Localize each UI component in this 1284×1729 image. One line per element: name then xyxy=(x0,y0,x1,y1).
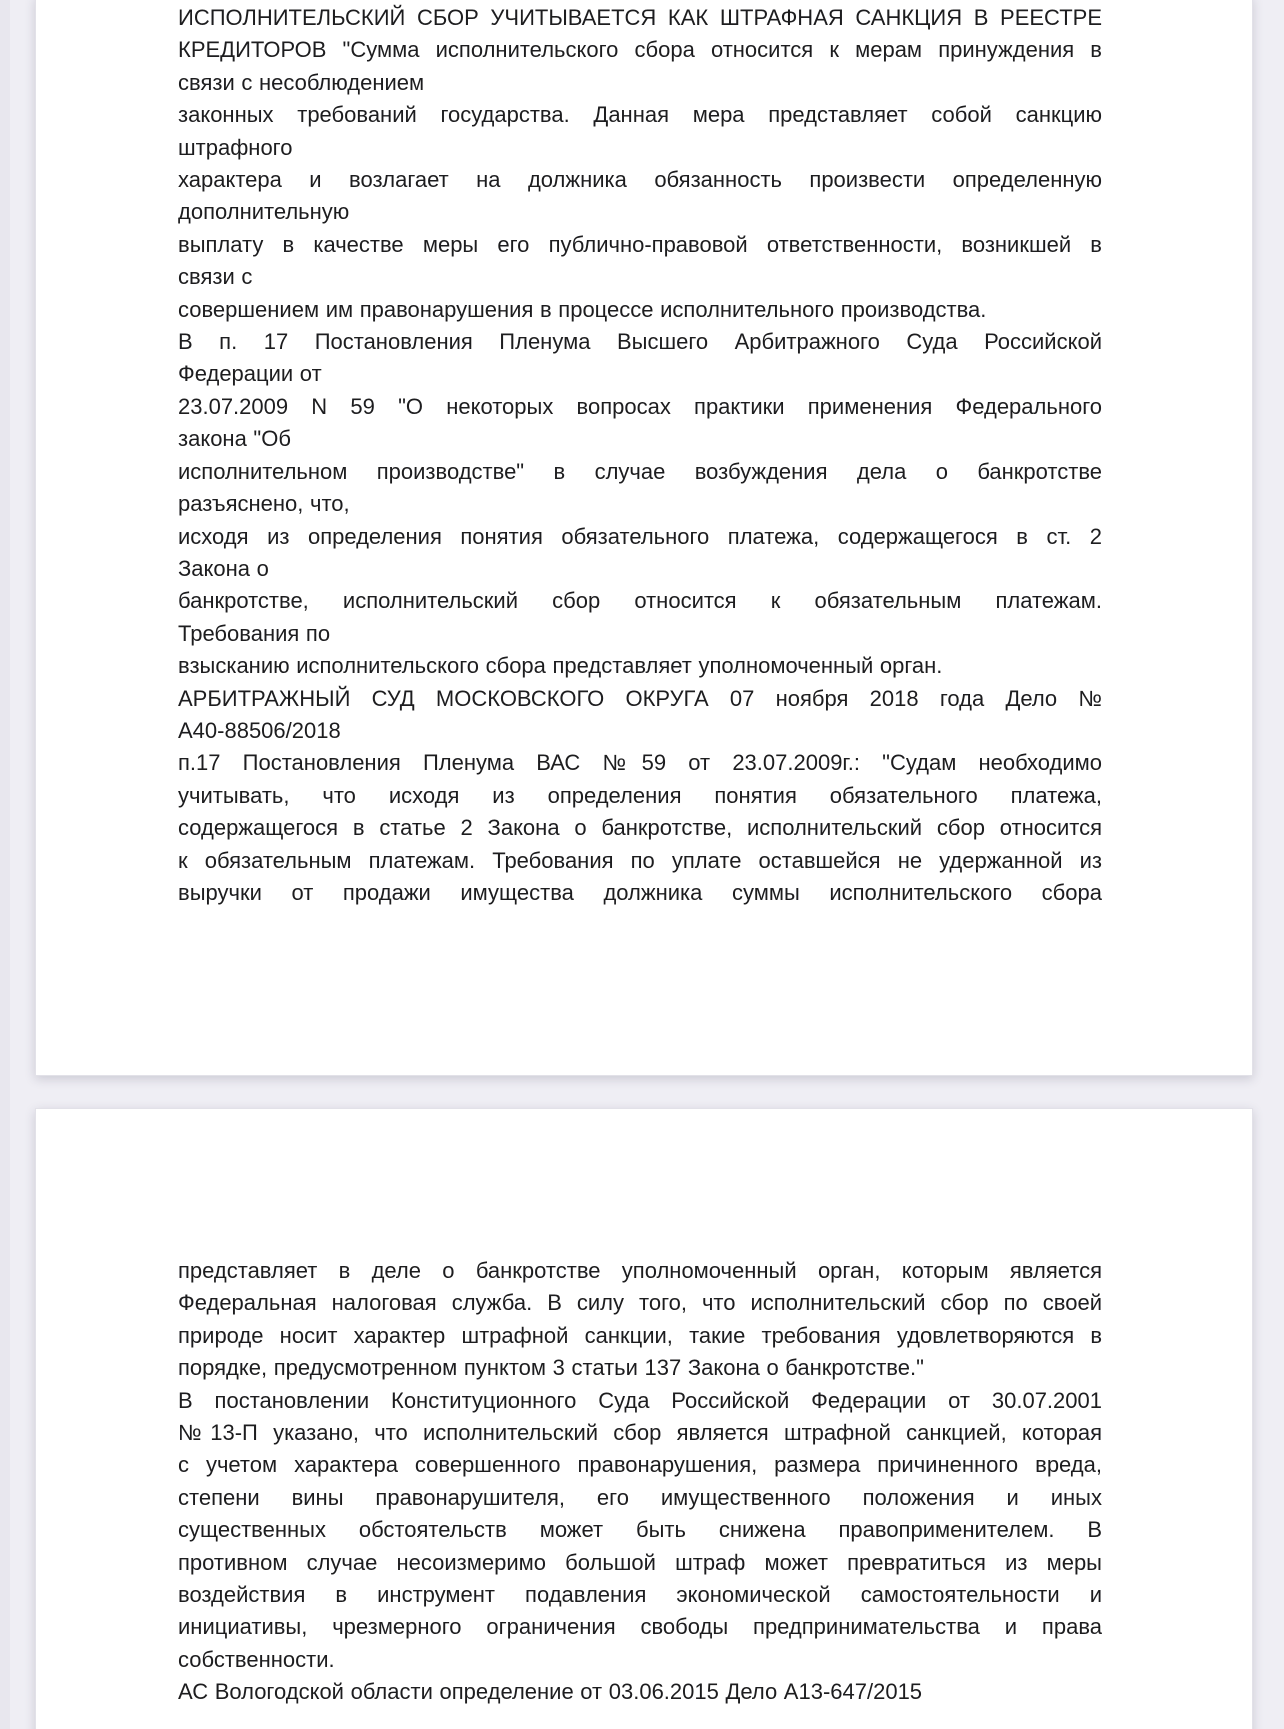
text-line: порядке, предусмотренном пунктом 3 статьи 137 Закона о банкротстве." xyxy=(178,1355,924,1381)
text-line: содержащегося в статье 2 Закона о банкротстве, исполнительский сбор относится xyxy=(178,815,1102,841)
text-line: п.17 Постановления Пленума ВАС №59 от 23.07.2009г.: "Судам необходимо xyxy=(178,750,1102,776)
text-line: взысканию исполнительского сбора представляет уполномоченный орган. xyxy=(178,653,943,679)
text-line: штрафного xyxy=(178,134,293,160)
text-line: Федеральная налоговая служба. В силу того, что исполнительский сбор по своей xyxy=(178,1290,1102,1316)
text-line: связи с xyxy=(178,264,253,290)
text-line: 23.07.2009 N 59 "О некоторых вопросах практики применения Федерального xyxy=(178,393,1102,419)
text-line: №13-П указано, что исполнительский сбор является штрафной санкцией, которая xyxy=(178,1420,1102,1446)
text-line: воздействия в инструмент подавления экономической самостоятельности и xyxy=(178,1582,1102,1608)
page-text xyxy=(178,2,1102,909)
text-line: В п. 17 Постановления Пленума Высшего Арбитражного Суда Российской xyxy=(178,329,1102,355)
text-line: закона "Об xyxy=(178,426,291,452)
text-line: В постановлении Конституционного Суда Российской Федерации от 30.07.2001 xyxy=(178,1387,1102,1413)
text-line: АС Вологодской области определение от 03.06.2015 Дело А13-647/2015 xyxy=(178,1679,923,1705)
text-line: Федерации от xyxy=(178,361,322,387)
page-text xyxy=(178,1255,1102,1709)
text-line: разъяснено, что, xyxy=(178,491,350,517)
text-line: выручки от продажи имущества должника суммы исполнительского сбора xyxy=(178,879,1102,905)
text-line: существенных обстоятельств может быть снижена правоприменителем. В xyxy=(178,1517,1102,1543)
text-line: дополнительную xyxy=(178,199,350,225)
text-line: природе носит характер штрафной санкции, такие требования удовлетворяются в xyxy=(178,1322,1102,1348)
document-page-2 xyxy=(35,1108,1253,1729)
text-line: к обязательным платежам. Требования по уплате оставшейся не удержанной из xyxy=(178,847,1102,873)
text-line: представляет в деле о банкротстве уполномоченный орган, которым является xyxy=(178,1258,1102,1283)
text-line: степени вины правонарушителя, его имущественного положения и иных xyxy=(178,1484,1102,1510)
text-line: инициативы, чрезмерного ограничения свободы предпринимательства и права xyxy=(178,1614,1102,1640)
text-line: банкротстве, исполнительский сбор относится к обязательным платежам. xyxy=(178,588,1102,614)
text-line: совершением им правонарушения в процессе исполнительного производства. xyxy=(178,296,987,322)
text-line: АРБИТРАЖНЫЙ СУД МОСКОВСКОГО ОКРУГА 07 ноября 2018 года Дело № xyxy=(178,685,1102,711)
text-line: собственности. xyxy=(178,1646,335,1672)
text-line: учитывать, что исходя из определения понятия обязательного платежа, xyxy=(178,782,1102,808)
text-line: выплату в качестве меры его публично-правовой ответственности, возникшей в xyxy=(178,231,1102,257)
text-line: Закона о xyxy=(178,555,269,581)
text-line: противном случае несоизмеримо большой штраф может превратиться из меры xyxy=(178,1549,1102,1575)
text-line: Требования по xyxy=(178,620,331,646)
text-line: ИСПОЛНИТЕЛЬСКИЙ СБОР УЧИТЫВАЕТСЯ КАК ШТРАФНАЯ САНКЦИЯ В РЕЕСТРЕ xyxy=(178,5,1102,30)
text-line: А40-88506/2018 xyxy=(178,717,341,743)
text-line: исходя из определения понятия обязательного платежа, содержащегося в ст. 2 xyxy=(178,523,1102,549)
viewport-edge-shading xyxy=(0,0,10,1729)
text-line: связи с несоблюдением xyxy=(178,69,425,95)
text-line: законных требований государства. Данная мера представляет собой санкцию xyxy=(178,102,1102,128)
document-page-1 xyxy=(35,0,1253,1076)
text-line: характера и возлагает на должника обязанность произвести определенную xyxy=(178,167,1102,193)
text-line: с учетом характера совершенного правонарушения, размера причиненного вреда, xyxy=(178,1452,1102,1478)
text-line: КРЕДИТОРОВ "Сумма исполнительского сбора относится к мерам принуждения в xyxy=(178,37,1102,63)
text-line: исполнительном производстве" в случае возбуждения дела о банкротстве xyxy=(178,458,1102,484)
